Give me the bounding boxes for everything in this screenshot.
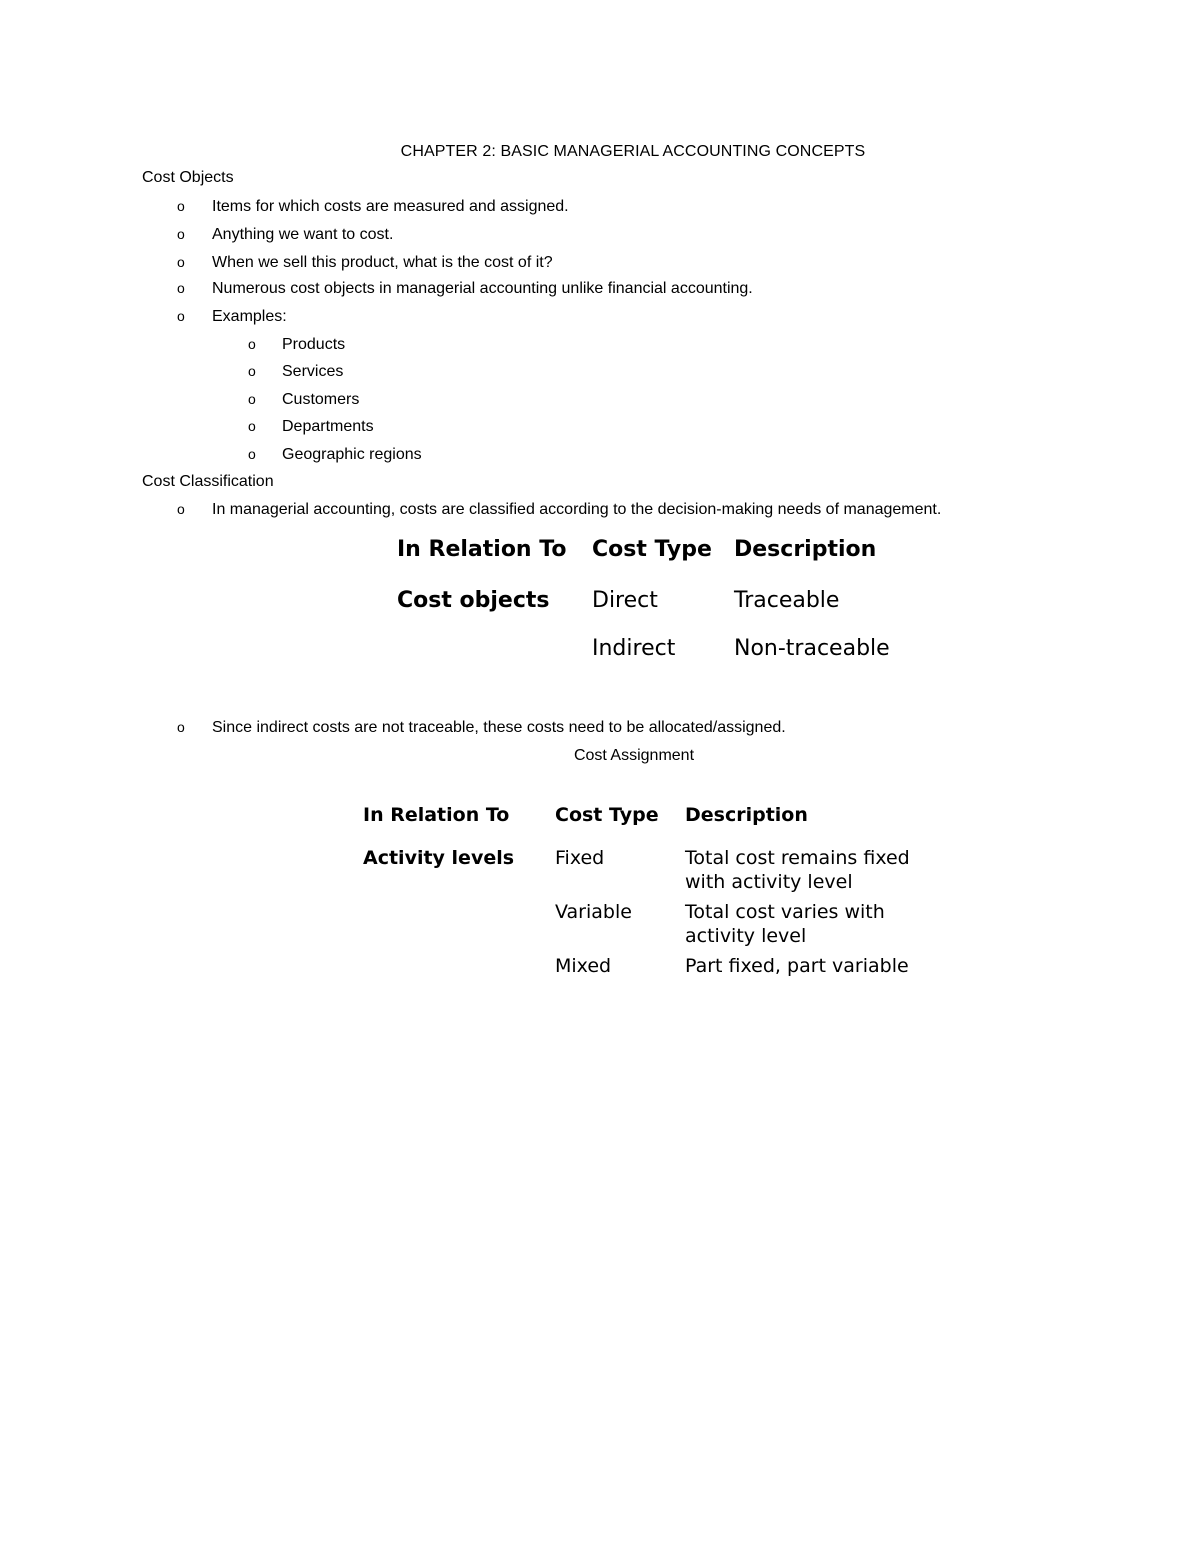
table-cell-type: Direct [592,588,658,613]
bullet-circle-icon: o [177,280,185,296]
list-item-text: Geographic regions [282,446,422,463]
table-cell-description: Part fixed, part variable [685,955,909,977]
bullet-circle-icon: o [248,363,256,379]
table-cell-type: Mixed [555,955,612,977]
table-header: Description [734,537,877,562]
list-item-text: Customers [282,391,360,408]
list-item-text: Products [282,336,346,353]
list-item-text: Items for which costs are measured and assigned. [212,198,569,215]
table-cell-type: Variable [555,901,632,923]
list-item-text: Numerous cost objects in managerial accounting unlike financial accounting. [212,280,753,297]
table-header: In Relation To [397,537,567,562]
bullet-circle-icon: o [177,198,185,214]
section-heading-cost-classification: Cost Classification [142,473,274,490]
section-heading-cost-objects: Cost Objects [142,169,234,186]
bullet-circle-icon: o [248,391,256,407]
bullet-circle-icon: o [177,719,185,735]
table-cell-description: Total cost remains fixed with activity level [685,847,910,893]
table-header: Cost Type [555,804,659,826]
list-item-text: In managerial accounting, costs are classified according to the decision-making needs of management. [212,501,942,518]
table-cell-description: Non-traceable [734,636,890,661]
table-cell-description: Traceable [734,588,840,613]
table-cell-relation: Activity levels [363,847,515,869]
table-cell-relation: Cost objects [397,588,550,613]
table-cell-type: Fixed [555,847,605,869]
bullet-circle-icon: o [177,308,185,324]
table-header: Cost Type [592,537,712,562]
bullet-circle-icon: o [248,446,256,462]
list-item-text: Services [282,363,344,380]
list-item-text: When we sell this product, what is the cost of it? [212,254,553,271]
table-header: In Relation To [363,804,510,826]
bullet-circle-icon: o [177,254,185,270]
table-cell-description: Total cost varies with activity level [685,901,885,947]
bullet-circle-icon: o [248,336,256,352]
bullet-circle-icon: o [177,226,185,242]
list-item-text: Anything we want to cost. [212,226,394,243]
bullet-circle-icon: o [177,501,185,517]
list-item-text: Examples: [212,308,287,325]
table-header: Description [685,804,808,826]
bullet-circle-icon: o [248,418,256,434]
chapter-title: CHAPTER 2: BASIC MANAGERIAL ACCOUNTING CONCEPTS [400,143,866,160]
table-cell-type: Indirect [592,636,676,661]
list-item-text: Since indirect costs are not traceable, these costs need to be allocated/assigned. [212,719,786,736]
cost-assignment-label: Cost Assignment [573,747,695,764]
list-item-text: Departments [282,418,374,435]
